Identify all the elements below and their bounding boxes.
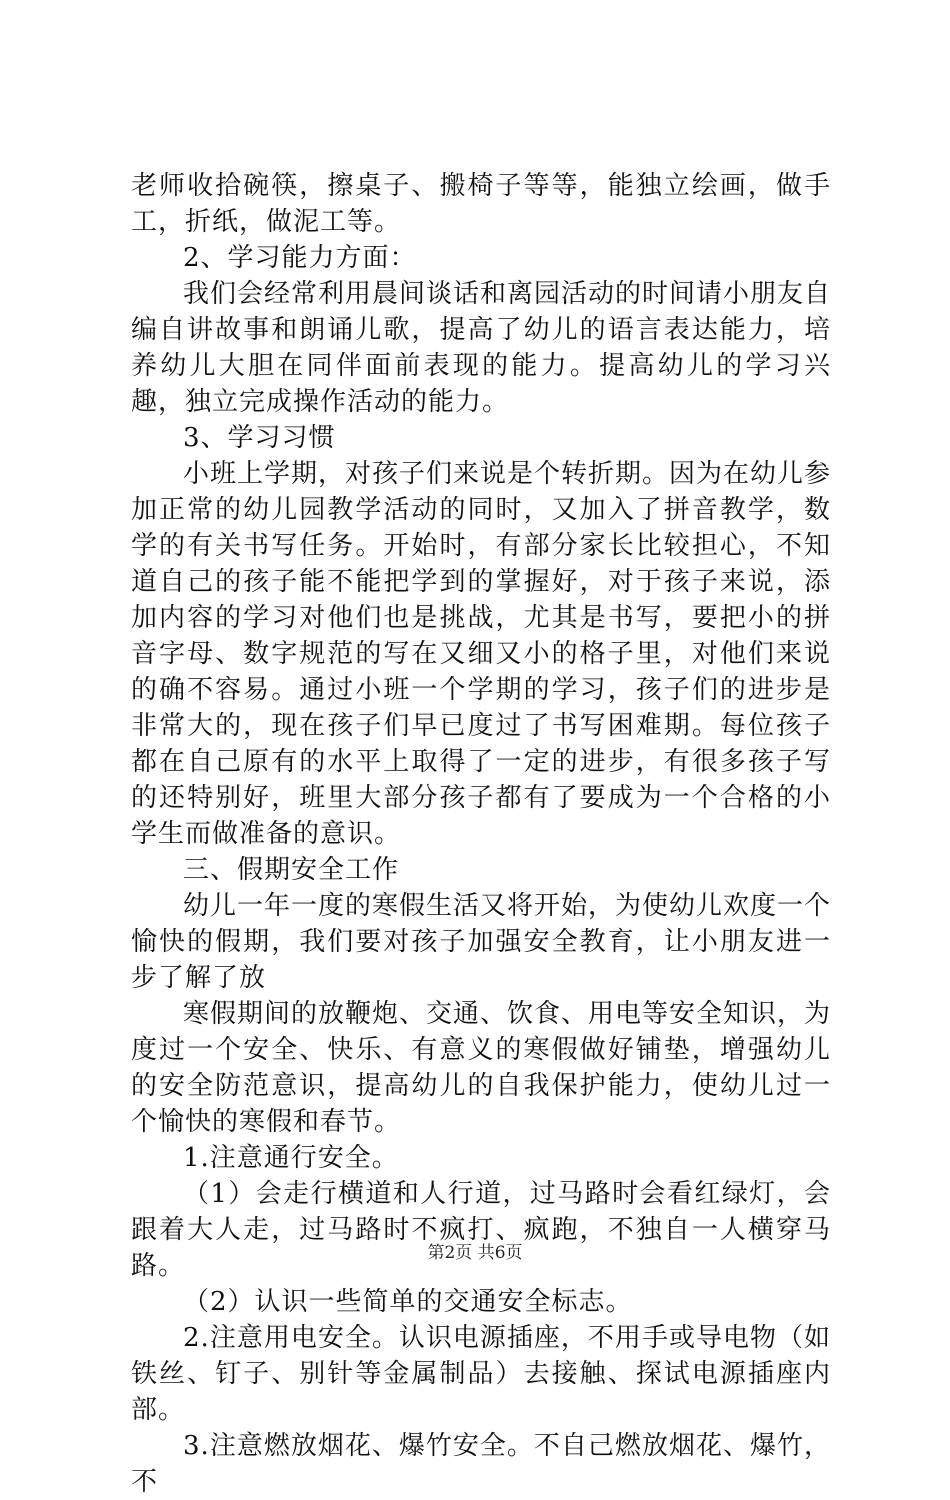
paragraph-holiday-safety-knowledge: 寒假期间的放鞭炮、交通、饮食、用电等安全知识，为度过一个安全、快乐、有意义的寒假做好铺垫，增强幼儿的安全防范意识，提高幼儿的自我保护能力，使幼儿过一个愉快的寒假和春节。 — [131, 999, 832, 1137]
paragraph-1: 老师收拾碗筷，擦桌子、搬椅子等等，能独立绘画，做手工，折纸，做泥工等。 — [131, 171, 831, 237]
heading-holiday-safety: 三、假期安全工作 — [183, 855, 400, 885]
heading-learning-habits: 3、学习习惯 — [183, 423, 336, 453]
heading-learning-ability: 2、学习能力方面： — [183, 243, 417, 273]
item-electric-safety: 2.注意用电安全。认识电源插座，不用手或导电物（如铁丝、钉子、别针等金属制品）去接触、探试电源插座内部。 — [131, 1323, 831, 1425]
paragraph-learning-habits: 小班上学期，对孩子们来说是个转折期。因为在幼儿参加正常的幼儿园教学活动的同时，又加入了拼音教学，数学的有关书写任务。开始时，有部分家长比较担心，不知道自己的孩子能不能把学到的掌握好，对于孩子来说，添加内容的学习对他们也是挑战，尤其是书写，要把小的拼音字母、数字规范的写在又细又小的格子里，对他们来说的确不容易。通过小班一个学期的学习，孩子们的进步是非常大的，现在孩子们早已度过了书写困难期。每位孩子都在自己原有的水平上取得了一定的进步，有很多孩子写的还特别好，班里大部分孩子都有了要成为一个合格的小学生而做准备的意识。 — [131, 459, 832, 849]
item-traffic-safety: 1.注意通行安全。 — [183, 1143, 399, 1173]
item-firework-safety: 3.注意燃放烟花、爆竹安全。不自己燃放烟花、爆竹，不 — [131, 1431, 831, 1497]
paragraph-learning-ability: 我们会经常利用晨间谈话和离园活动的时间请小朋友自编自讲故事和朗诵儿歌，提高了幼儿的语言表达能力，培养幼儿大胆在同伴面前表现的能力。提高幼儿的学习兴趣，独立完成操作活动的能力。 — [131, 279, 832, 417]
page-number-footer: 第2页 共6页 — [427, 1243, 523, 1263]
document-body — [131, 168, 831, 1500]
subitem-traffic-1: （1）会走行横道和人行道，过马路时会看红绿灯，会跟着大人走，过马路时不疯打、疯跑，不独自一人横穿马路。 — [131, 1179, 831, 1281]
paragraph-holiday-intro: 幼儿一年一度的寒假生活又将开始，为使幼儿欢度一个愉快的假期，我们要对孩子加强安全教育，让小朋友进一步了解了放 — [131, 891, 832, 993]
subitem-traffic-2: （2）认识一些简单的交通安全标志。 — [183, 1287, 633, 1317]
